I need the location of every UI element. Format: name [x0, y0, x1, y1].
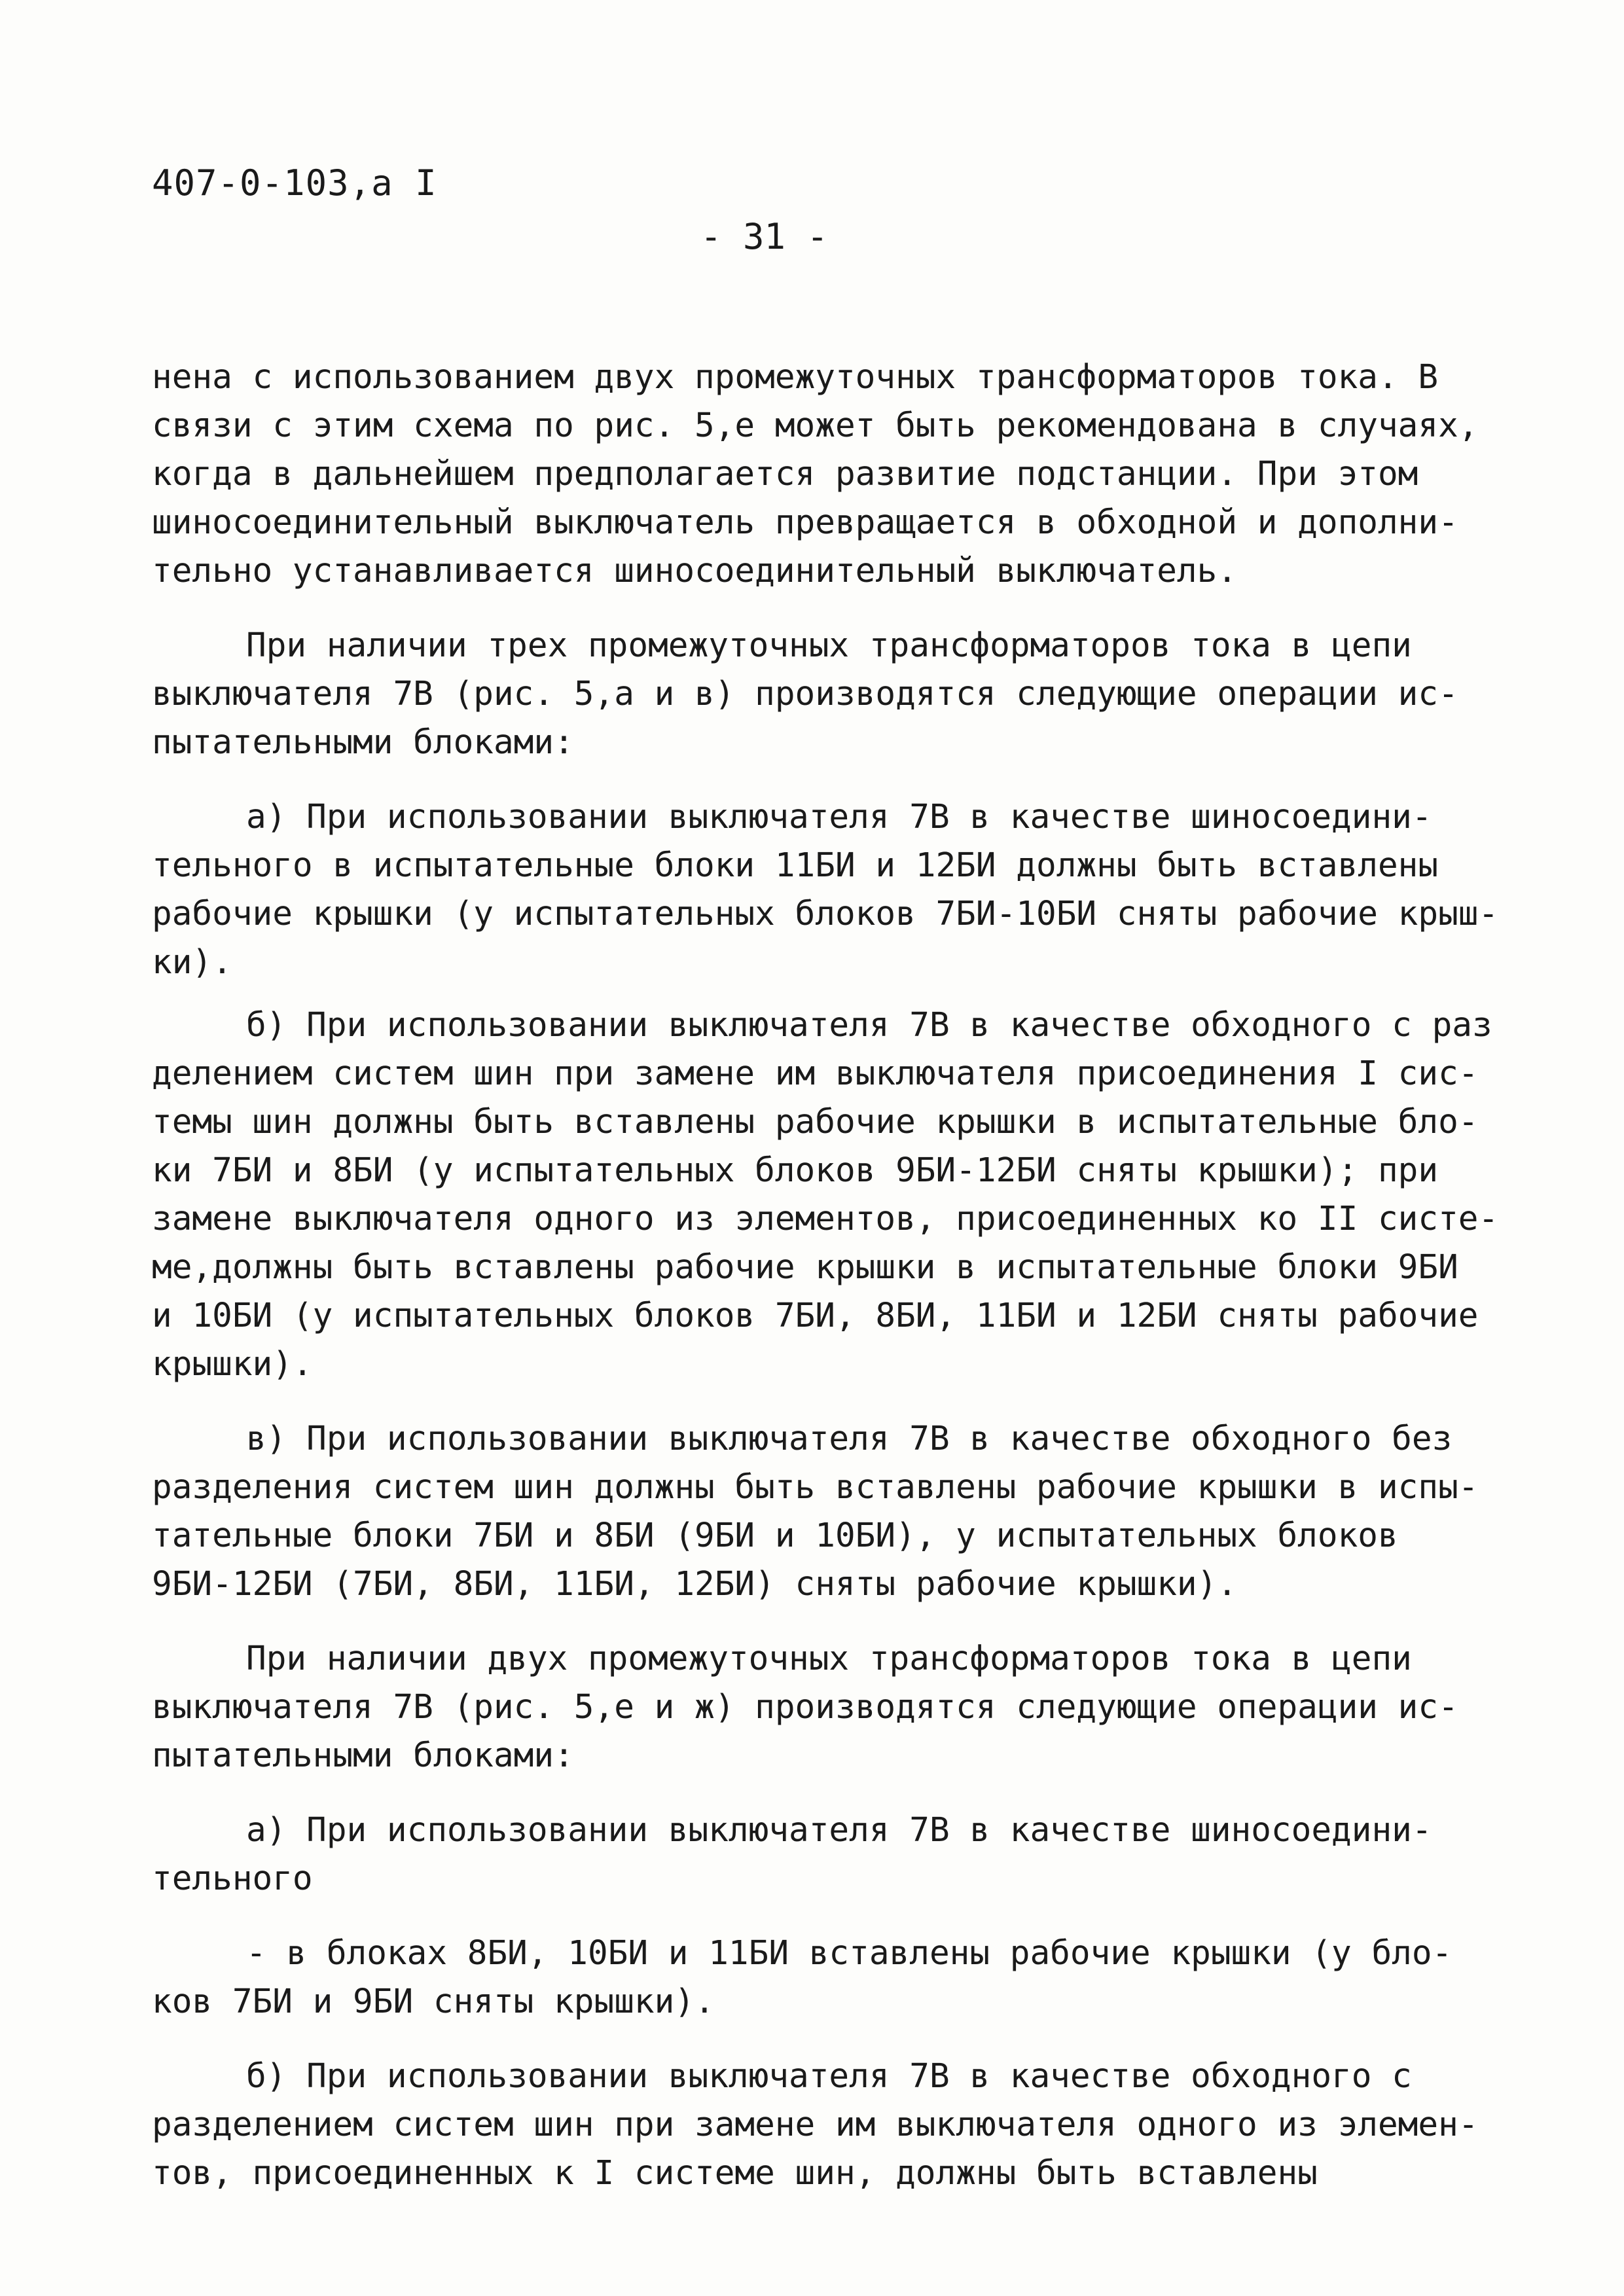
- text-line: - в блоках 8БИ, 10БИ и 11БИ вставлены рабочие крышки (у бло-: [246, 1934, 1453, 1973]
- document-code: 407-0-103,а I: [152, 162, 437, 204]
- text-line: При наличии трех промежуточных трансформаторов тока в цепи: [246, 626, 1412, 665]
- text-line: рабочие крышки (у испытательных блоков 7БИ-10БИ сняты рабочие крыш-: [152, 895, 1499, 933]
- text-line: и 10БИ (у испытательных блоков 7БИ, 8БИ, 11БИ и 12БИ сняты рабочие: [152, 1297, 1479, 1335]
- text-line: разделением систем шин при замене им выключателя одного из элемен-: [152, 2106, 1479, 2144]
- text-line: крышки).: [152, 1345, 313, 1384]
- text-line: тельного: [152, 1859, 313, 1898]
- text-line: нена с использованием двух промежуточных трансформаторов тока. В: [152, 358, 1439, 397]
- text-line: ки).: [152, 943, 232, 982]
- text-line: б) При использовании выключателя 7В в качестве обходного с: [246, 2057, 1412, 2096]
- text-line: делением систем шин при замене им выключателя присоединения I сис-: [152, 1054, 1479, 1093]
- text-line: выключателя 7В (рис. 5,е и ж) производятся следующие операции ис-: [152, 1688, 1458, 1727]
- text-line: а) При использовании выключателя 7В в качестве шиносоедини-: [246, 1811, 1432, 1850]
- paragraph: [152, 1929, 1487, 2026]
- paragraph: [152, 622, 1487, 767]
- body-text: [152, 353, 1499, 2198]
- paragraph: [152, 1806, 1487, 1903]
- paragraph: [152, 353, 1487, 596]
- paragraph: [152, 1635, 1487, 1780]
- text-line: темы шин должны быть вставлены рабочие крышки в испытательные бло-: [152, 1103, 1479, 1141]
- paragraph: [152, 1001, 1499, 1389]
- text-line: шиносоединительный выключатель превращается в обходной и дополни-: [152, 503, 1458, 542]
- paragraph: [152, 793, 1499, 987]
- page-number: - 31 -: [700, 216, 829, 257]
- text-line: тов, присоединенных к I системе шин, должны быть вставлены: [152, 2154, 1318, 2193]
- text-line: связи с этим схема по рис. 5,е может быть рекомендована в случаях,: [152, 406, 1479, 445]
- paragraph: [152, 2053, 1487, 2198]
- text-line: б) При использовании выключателя 7В в качестве обходного с раз: [246, 1006, 1492, 1045]
- text-line: в) При использовании выключателя 7В в качестве обходного без: [246, 1420, 1453, 1458]
- text-line: тельно устанавливается шиносоединительный выключатель.: [152, 552, 1238, 590]
- text-line: ки 7БИ и 8БИ (у испытательных блоков 9БИ-12БИ сняты крышки); при: [152, 1151, 1439, 1190]
- text-line: пытательными блоками:: [152, 1736, 574, 1775]
- text-line: ков 7БИ и 9БИ сняты крышки).: [152, 1982, 715, 2021]
- paragraph: [152, 1415, 1487, 1609]
- text-line: пытательными блоками:: [152, 723, 574, 762]
- text-line: выключателя 7В (рис. 5,а и в) производятся следующие операции ис-: [152, 675, 1458, 713]
- text-line: ме,должны быть вставлены рабочие крышки в испытательные блоки 9БИ: [152, 1248, 1458, 1287]
- text-line: 9БИ-12БИ (7БИ, 8БИ, 11БИ, 12БИ) сняты рабочие крышки).: [152, 1565, 1238, 1604]
- text-line: тательные блоки 7БИ и 8БИ (9БИ и 10БИ), у испытательных блоков: [152, 1516, 1398, 1555]
- text-line: При наличии двух промежуточных трансформаторов тока в цепи: [246, 1640, 1412, 1678]
- text-line: замене выключателя одного из элементов, присоединенных ко II систе-: [152, 1200, 1499, 1238]
- text-line: разделения систем шин должны быть вставлены рабочие крышки в испы-: [152, 1468, 1479, 1507]
- text-line: а) При использовании выключателя 7В в качестве шиносоедини-: [246, 798, 1432, 836]
- text-line: тельного в испытательные блоки 11БИ и 12БИ должны быть вставлены: [152, 846, 1439, 885]
- text-line: когда в дальнейшем предполагается развитие подстанции. При этом: [152, 455, 1418, 493]
